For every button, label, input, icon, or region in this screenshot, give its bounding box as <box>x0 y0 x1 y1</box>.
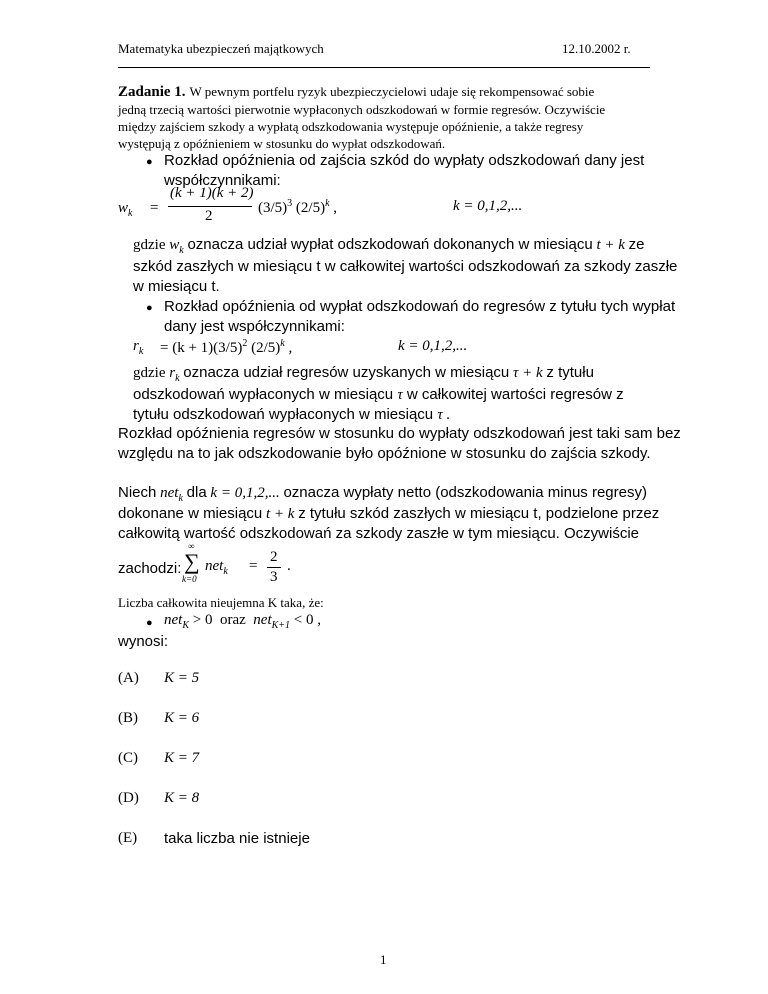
bullet-dot-3: ● <box>146 617 153 629</box>
answer-C-label: (C) <box>118 750 138 766</box>
sum-fraction-bar <box>267 567 281 568</box>
sum-fraction-numerator: 2 <box>270 549 278 565</box>
answer-D-text: K = 8 <box>164 790 200 806</box>
r-desc-line-3: tytułu odszkodowań wypłaconych w miesiącu τ . <box>133 406 451 423</box>
answer-D-label: (D) <box>118 790 139 806</box>
bullet1-line-2: współczynnikami: <box>164 172 281 189</box>
closing-line-1: Rozkład opóźnienia regresów w stosunku do wypłaty odszkodowań jest taki sam bez <box>118 425 681 442</box>
sum-fraction-denominator: 3 <box>270 569 278 585</box>
question-line: Liczba całkowita nieujemna K taka, że: <box>118 595 324 610</box>
r-desc-line-2: odszkodowań wypłaconych w miesiącu τ w całkowitej wartości regresów z <box>133 386 624 403</box>
net-line-1: Niech net$_k$ dla k = 0,1,2,... oznacza wypłaty netto (odszkodowania minus regresy) <box>118 484 647 504</box>
formula-w-fraction-bar <box>168 206 252 207</box>
net-line-2: dokonane w miesiącu t + k z tytułu szkód zaszłych w miesiącu t, podzielone przez <box>118 505 660 522</box>
question-condition: net$_K$ > 0 oraz net$_{K+1}$ < 0 , <box>164 612 321 631</box>
bullet2-line-2: dany jest współczynnikami: <box>164 318 345 335</box>
answer-E-text: taka liczba nie istnieje <box>164 830 310 847</box>
sum-upper-limit: ∞ <box>188 541 195 551</box>
header-rule <box>118 67 650 68</box>
bullet1-line-1: Rozkład opóźnienia od zajścia szkód do wypłaty odszkodowań dany jest <box>164 152 645 169</box>
formula-w-numerator: (k + 1)(k + 2) <box>170 185 254 201</box>
answer-A-text: K = 5 <box>164 670 200 686</box>
formula-w-factors: $(3/5)^3$ $(2/5)^k$ , <box>258 198 338 216</box>
formula-w-denominator: 2 <box>205 208 213 224</box>
task-intro-line-4: występują z opóźnieniem w stosunku do wypłat odszkodowań. <box>118 136 446 151</box>
w-desc-line-2: szkód zaszłych w miesiącu t w całkowitej wartości odszkodowań za szkody zaszłe <box>133 258 678 275</box>
formula-r-range: k = 0,1,2,... <box>398 338 468 354</box>
page-number: 1 <box>380 952 387 967</box>
task-intro-line-1: Zadanie 1. W pewnym portfelu ryzyk ubezpieczycielowi udaje się rekompensować sobie <box>118 84 595 100</box>
r-desc-line-1: gdzie $r_k$ oznacza udział regresów uzyskanych w miesiącu τ + k z tytułu <box>133 364 594 384</box>
sum-sign: ∑ <box>184 549 200 574</box>
header-date: 12.10.2002 r. <box>562 41 631 56</box>
w-desc-line-1: gdzie $w_k$ oznacza udział wypłat odszkodowań dokonanych w miesiącu t + k ze <box>133 236 645 256</box>
answer-C-text: K = 7 <box>164 750 200 766</box>
formula-w-range: k = 0,1,2,... <box>453 198 523 214</box>
bullet-dot-1: ● <box>146 156 153 168</box>
closing-line-2: względu na to jak odszkodowanie było opóźnione w stosunku do zajścia szkody. <box>118 445 651 462</box>
answer-B-text: K = 6 <box>164 710 200 726</box>
sum-lower-limit: k=0 <box>182 574 197 584</box>
answer-E-label: (E) <box>118 830 138 846</box>
task-intro-line-3: między zajściem szkody a wypłatą odszkodowania występuje opóźnienie, a także regresy <box>118 119 584 134</box>
bullet2-line-1: Rozkład opóźnienia od wypłat odszkodowań do regresów z tytułu tych wypłat <box>164 298 676 315</box>
w-desc-line-3: w miesiącu t. <box>133 278 220 295</box>
bullet-dot-2: ● <box>146 302 153 314</box>
net-line-3: całkowitą wartość odszkodowań za szkody zaszłe w tym miesiącu. Oczywiście <box>118 525 640 542</box>
task-intro-line-2: jedną trzecią wartości pierwotnie wypłaconych odszkodowań w formie regresów. Oczywiście <box>118 102 606 117</box>
answer-A-label: (A) <box>118 670 139 686</box>
header-left: Matematyka ubezpieczeń majątkowych <box>118 41 324 56</box>
task-title: Zadanie 1. <box>118 84 186 100</box>
question-wynosi: wynosi: <box>118 633 169 650</box>
answer-B-label: (B) <box>118 710 138 726</box>
